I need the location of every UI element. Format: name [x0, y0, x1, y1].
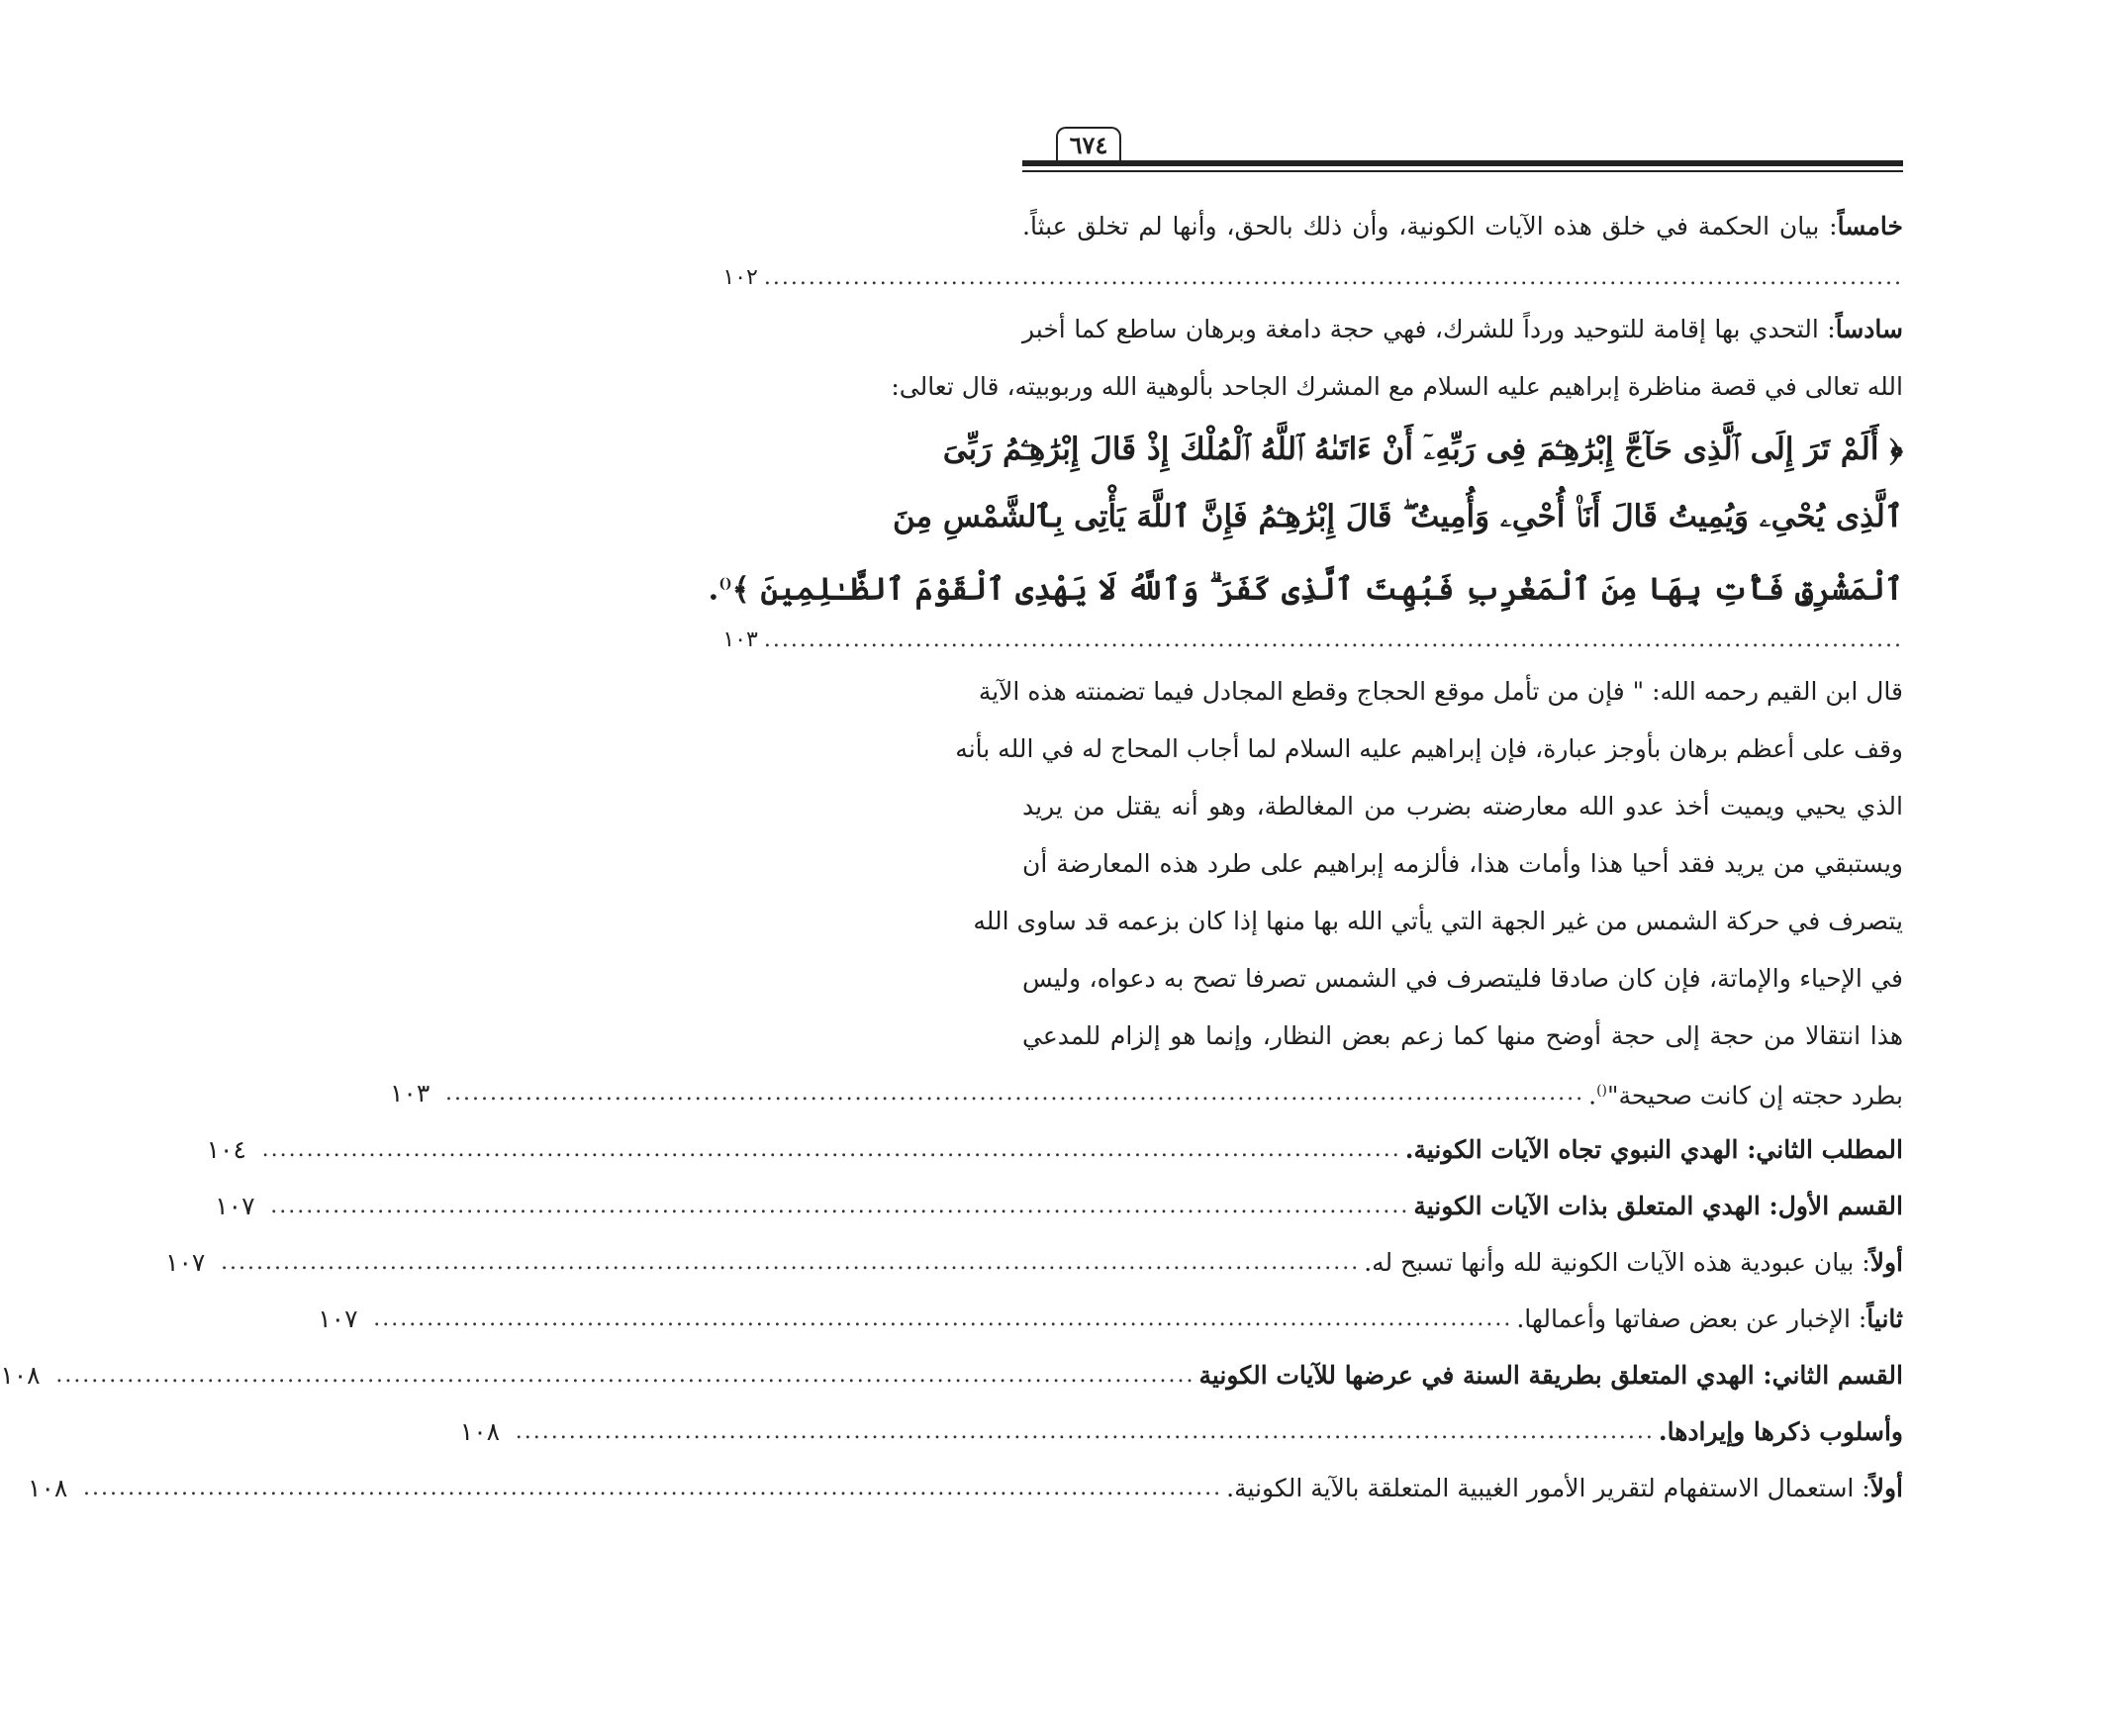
quote-line: قال ابن القيم رحمه الله: " فإن من تأمل موقع الحجاج وقطع المجادل فيما تضمنته هذه الآية — [978, 677, 1903, 706]
quote-text: بطرد حجته إن كانت صحيحة"(). — [1588, 1081, 1903, 1110]
page-ref: ١٠٨ — [28, 1474, 68, 1502]
quran-verse-line: ٱلَّذِى يُحْىِۦ وَيُمِيتُ قَالَ أَنَا۠ أُحْىِۦ وَأُمِيتُ ۖ قَالَ إِبْرَٰهِـۧمُ فَإِنَّ ٱللَّهَ يَأْتِى بِٱلشَّمْسِ مِنَ — [892, 499, 1903, 534]
quote-line: هذا انتقالا من حجة إلى حجة أوضح منها كما زعم بعض النظار، وإنما هو إلزام للمدعي — [1022, 1021, 1903, 1050]
quote-line: في الإحياء والإماتة، فإن كان صادقا فليتصرف في الشمس تصرفا تصح به دعواه، وليس — [1022, 964, 1903, 993]
dot-leader: ................................................................................................................................ — [763, 265, 1903, 290]
page-number: ٦٧٤ — [1056, 127, 1121, 162]
page-ref: ١٠٧ — [318, 1304, 358, 1333]
quote-last-line — [389, 1065, 1903, 1121]
toc-entry-part — [0, 1347, 1903, 1403]
footnote-marker: () — [1596, 1082, 1607, 1099]
paragraph-fifth — [1022, 198, 1903, 255]
dot-leader: ................................................................................................................................ — [373, 1306, 1513, 1331]
dot-leader-line — [722, 255, 1903, 301]
quran-verse-line — [708, 550, 1903, 618]
quote-line: يتصرف في حركة الشمس من غير الجهة التي يأتي الله بها منها إذا كان بزعمه قد ساوى الله — [973, 907, 1903, 935]
toc-label: وأسلوب ذكرها وإيرادها. — [1658, 1417, 1903, 1446]
toc-label: القسم الأول: الهدي المتعلق بذات الآيات الكونية — [1413, 1192, 1903, 1220]
dot-leader: ................................................................................................................................ — [763, 627, 1903, 652]
header-rule — [1022, 160, 1903, 166]
footnote-marker: () — [718, 576, 732, 592]
toc-entry-part-continued — [459, 1403, 1903, 1460]
toc-entry-section — [206, 1121, 1903, 1178]
dot-leader-line — [722, 618, 1903, 663]
page-ref: ١٠٣ — [389, 1079, 430, 1108]
page-ref: ١٠٨ — [459, 1417, 501, 1446]
dot-leader: ................................................................................................................................ — [515, 1419, 1655, 1444]
page-body — [0, 198, 1903, 1516]
quote-line: الذي يحيي ويميت أخذ عدو الله معارضته بضرب من المغالطة، وهو أنه يقتل من يريد — [1022, 792, 1903, 820]
toc-label: أولاً: استعمال الاستفهام لتقرير الأمور الغيبية المتعلقة بالآية الكونية. — [1226, 1474, 1903, 1502]
paragraph-text: : بيان الحكمة في خلق هذه الآيات الكونية، وأن ذلك بالحق، وأنها لم تخلق عبثاً. — [1022, 212, 1838, 241]
paragraph-text: : التحدي بها إقامة للتوحيد ورداً للشرك، فهي حجة دامغة وبرهان ساطع كما أخبر — [1022, 315, 1836, 343]
dot-leader: ................................................................................................................................ — [444, 1081, 1585, 1106]
toc-entry-point — [165, 1234, 1903, 1291]
paragraph-lead: خامساً — [1837, 212, 1903, 241]
paragraph-line: الله تعالى في قصة مناظرة إبراهيم عليه السلام مع المشرك الجاحد بألوهية الله وربوبيته، قال تعالى: — [891, 372, 1903, 401]
toc-entry-point — [318, 1291, 1903, 1347]
quran-verse-text: ٱلْمَشْرِقِ فَأْتِ بِهَا مِنَ ٱلْمَغْرِبِ فَبُهِتَ ٱلَّذِى كَفَرَ ۗ وَٱللَّهُ لَا يَهْدِى ٱلْقَوْمَ ٱلظَّـٰلِمِينَ ﴾ — [731, 571, 1903, 608]
toc-label: القسم الثاني: الهدي المتعلق بطريقة السنة في عرضها للآيات الكونية — [1198, 1361, 1903, 1390]
dot-leader: ................................................................................................................................ — [55, 1363, 1195, 1388]
page-ref: ١٠٢ — [722, 265, 758, 290]
toc-label: أولاً: بيان عبودية هذه الآيات الكونية لله وأنها تسبح له. — [1364, 1248, 1903, 1277]
toc-label: المطلب الثاني: الهدي النبوي تجاه الآيات الكونية. — [1404, 1135, 1903, 1164]
dot-leader: ................................................................................................................................ — [221, 1250, 1361, 1275]
page-ref: ١٠٨ — [0, 1361, 41, 1390]
paragraph-sixth — [1022, 301, 1903, 358]
page-ref: ١٠٣ — [722, 627, 758, 652]
quote-line: وقف على أعظم برهان بأوجز عبارة، فإن إبراهيم عليه السلام لما أجاب المحاج له في الله بأنه — [955, 734, 1903, 763]
quote-line: ويستبقي من يريد فقد أحيا هذا وأمات هذا، فألزمه إبراهيم على طرد هذه المعارضة أن — [1022, 849, 1903, 878]
dot-leader: ................................................................................................................................ — [83, 1476, 1223, 1500]
quran-verse-line: ﴿ أَلَمْ تَرَ إِلَى ٱلَّذِى حَآجَّ إِبْرَٰهِـۧمَ فِى رَبِّهِۦٓ أَنْ ءَاتَىٰهُ ٱللَّهُ ٱلْمُلْكَ إِذْ قَالَ إِبْرَٰهِـۧمُ رَبِّىَ — [942, 432, 1903, 467]
page-ref: ١٠٤ — [206, 1135, 246, 1164]
toc-entry-part — [215, 1178, 1903, 1234]
page-ref: ١٠٧ — [165, 1248, 206, 1277]
toc-entry-point — [28, 1460, 1903, 1516]
dot-leader: ................................................................................................................................ — [270, 1194, 1410, 1218]
page-ref: ١٠٧ — [215, 1192, 255, 1220]
paragraph-lead: سادساً — [1835, 315, 1903, 343]
sentence-end: . — [708, 571, 719, 608]
dot-leader: ................................................................................................................................ — [261, 1137, 1401, 1162]
toc-label: ثانياً: الإخبار عن بعض صفاتها وأعمالها. — [1516, 1304, 1903, 1333]
header-rule-thin — [1022, 170, 1903, 172]
